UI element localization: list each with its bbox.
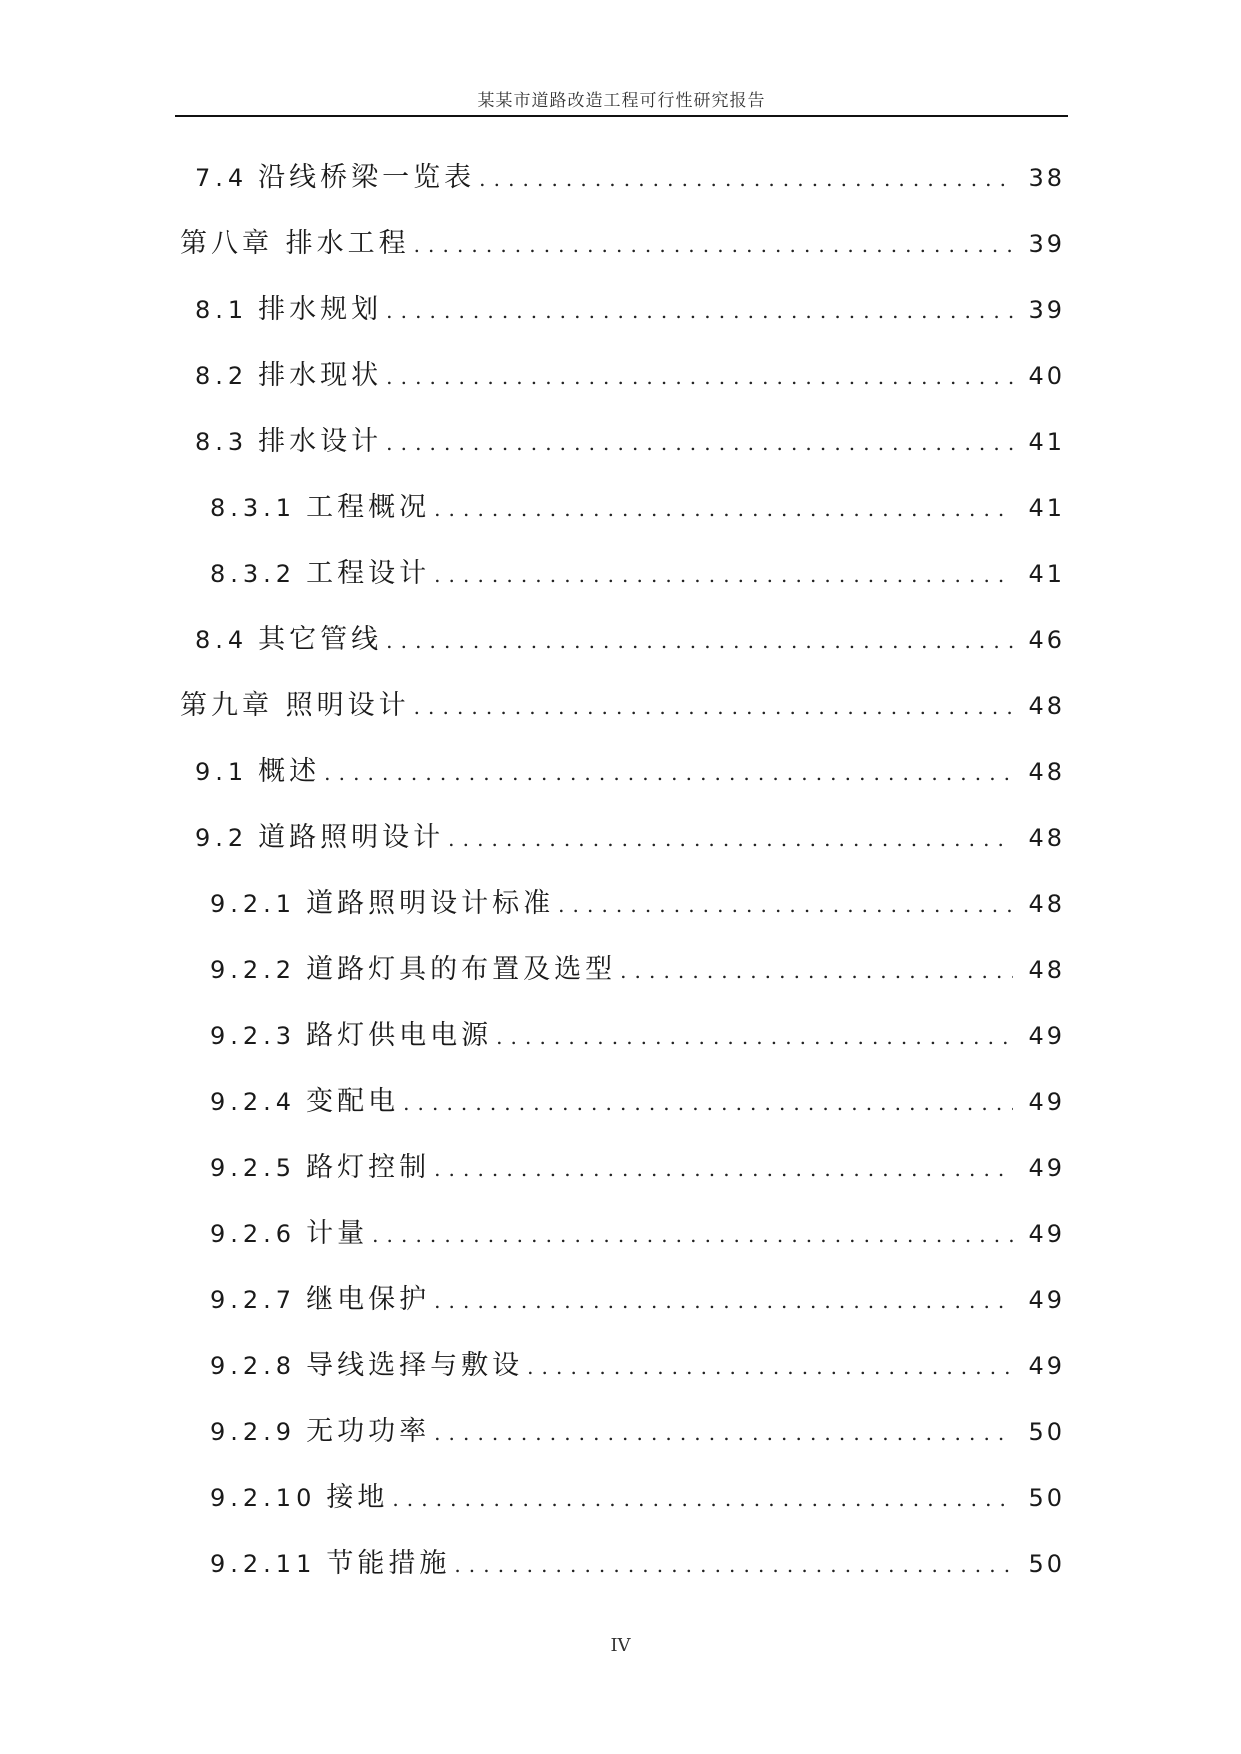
toc-entry-number: 8.2 <box>195 362 249 390</box>
toc-entry[interactable] <box>180 221 1065 287</box>
toc-entry-number: 9.2.4 <box>210 1088 297 1116</box>
toc-entry-page: 49 <box>1028 1286 1065 1314</box>
toc-dot-leader <box>324 761 1013 785</box>
toc-entry-title: 工程概况 <box>306 492 431 523</box>
toc-dot-leader <box>434 1421 1013 1445</box>
toc-entry[interactable] <box>180 1079 1065 1145</box>
toc-entry-number: 9.2.5 <box>210 1154 297 1182</box>
toc-entry-page: 49 <box>1028 1220 1065 1248</box>
toc-entry-page: 48 <box>1028 956 1065 984</box>
toc-entry[interactable] <box>180 947 1065 1013</box>
toc-entry-page: 41 <box>1028 560 1065 588</box>
header-divider <box>175 115 1068 117</box>
toc-dot-leader <box>434 563 1013 587</box>
toc-entry-number: 9.2.7 <box>210 1286 297 1314</box>
toc-entry-title: 道路灯具的布置及选型 <box>306 954 617 985</box>
toc-dot-leader <box>386 299 1013 323</box>
toc-entry-page: 38 <box>1028 164 1065 192</box>
toc-entry-number: 8.4 <box>195 626 249 654</box>
toc-entry-title: 导线选择与敷设 <box>306 1350 524 1381</box>
toc-entry-page: 48 <box>1028 824 1065 852</box>
toc-dot-leader <box>392 1487 1013 1511</box>
toc-entry[interactable] <box>180 1541 1065 1607</box>
toc-dot-leader <box>448 827 1013 851</box>
toc-entry-page: 50 <box>1028 1484 1065 1512</box>
toc-entry-number: 9.2.2 <box>210 956 297 984</box>
toc-entry[interactable] <box>180 353 1065 419</box>
toc-entry-title: 路灯控制 <box>306 1152 431 1183</box>
page-header-title: 某某市道路改造工程可行性研究报告 <box>477 91 766 111</box>
toc-entry-title: 排水设计 <box>258 426 383 457</box>
toc-entry-title: 排水现状 <box>258 360 383 391</box>
toc-entry-page: 49 <box>1028 1088 1065 1116</box>
toc-entry-page: 39 <box>1028 296 1065 324</box>
toc-dot-leader <box>454 1553 1013 1577</box>
toc-entry[interactable] <box>180 815 1065 881</box>
toc-entry-number: 9.2 <box>195 824 249 852</box>
toc-entry-page: 48 <box>1028 890 1065 918</box>
toc-entry[interactable] <box>180 1343 1065 1409</box>
toc-entry-number: 8.3 <box>195 428 249 456</box>
toc-dot-leader <box>496 1025 1013 1049</box>
toc-entry-title: 继电保护 <box>306 1284 431 1315</box>
toc-dot-leader <box>386 431 1013 455</box>
toc-entry[interactable] <box>180 683 1065 749</box>
toc-entry-page: 50 <box>1028 1550 1065 1578</box>
toc-entry-page: 41 <box>1028 494 1065 522</box>
toc-entry-number: 8.1 <box>195 296 249 324</box>
toc-entry-title: 概述 <box>258 756 321 787</box>
toc-entry-title: 工程设计 <box>306 558 431 589</box>
toc-entry[interactable] <box>180 155 1065 221</box>
table-of-contents <box>180 155 1065 1607</box>
toc-entry-title: 接地 <box>326 1482 389 1513</box>
toc-entry-number: 9.2.6 <box>210 1220 297 1248</box>
toc-dot-leader <box>558 893 1013 917</box>
page-number: IV <box>610 1635 631 1656</box>
toc-entry-title: 无功功率 <box>306 1416 431 1447</box>
toc-entry-number: 8.3.1 <box>210 494 297 522</box>
toc-entry-page: 49 <box>1028 1352 1065 1380</box>
toc-entry-page: 39 <box>1028 230 1065 258</box>
toc-entry-number: 9.2.10 <box>210 1484 317 1512</box>
toc-entry[interactable] <box>180 287 1065 353</box>
toc-entry-page: 49 <box>1028 1154 1065 1182</box>
toc-entry[interactable] <box>180 485 1065 551</box>
toc-dot-leader <box>434 1289 1013 1313</box>
toc-entry-page: 48 <box>1028 758 1065 786</box>
toc-entry-number: 9.2.1 <box>210 890 297 918</box>
toc-entry-page: 46 <box>1028 626 1065 654</box>
toc-dot-leader <box>386 365 1013 389</box>
toc-entry-number: 7.4 <box>195 164 249 192</box>
toc-entry[interactable] <box>180 617 1065 683</box>
toc-entry[interactable] <box>180 1211 1065 1277</box>
toc-entry-title: 其它管线 <box>258 624 383 655</box>
toc-entry[interactable] <box>180 1475 1065 1541</box>
toc-entry-title: 沿线桥梁一览表 <box>258 162 476 193</box>
toc-dot-leader <box>403 1091 1013 1115</box>
toc-entry-page: 40 <box>1028 362 1065 390</box>
toc-entry[interactable] <box>180 1409 1065 1475</box>
toc-entry-title: 道路照明设计 <box>258 822 445 853</box>
toc-entry-number: 9.2.8 <box>210 1352 297 1380</box>
toc-entry[interactable] <box>180 1145 1065 1211</box>
toc-entry-number: 9.2.11 <box>210 1550 317 1578</box>
toc-entry-title: 节能措施 <box>326 1548 451 1579</box>
toc-entry-title: 路灯供电电源 <box>306 1020 493 1051</box>
toc-entry-title: 第九章 照明设计 <box>180 690 410 721</box>
toc-dot-leader <box>414 695 1013 719</box>
toc-entry-title: 排水规划 <box>258 294 383 325</box>
toc-entry-title: 计量 <box>306 1218 369 1249</box>
toc-entry-title: 变配电 <box>306 1086 400 1117</box>
toc-entry[interactable] <box>180 1277 1065 1343</box>
toc-entry-page: 49 <box>1028 1022 1065 1050</box>
toc-entry[interactable] <box>180 881 1065 947</box>
toc-entry-number: 9.2.3 <box>210 1022 297 1050</box>
toc-entry-page: 41 <box>1028 428 1065 456</box>
toc-entry-number: 8.3.2 <box>210 560 297 588</box>
toc-dot-leader <box>372 1223 1013 1247</box>
toc-dot-leader <box>527 1355 1013 1379</box>
toc-entry-number: 9.2.9 <box>210 1418 297 1446</box>
toc-dot-leader <box>479 167 1013 191</box>
toc-dot-leader <box>434 1157 1013 1181</box>
toc-entry[interactable] <box>180 551 1065 617</box>
toc-entry-title: 第八章 排水工程 <box>180 228 410 259</box>
toc-dot-leader <box>434 497 1013 521</box>
toc-entry[interactable] <box>180 1013 1065 1079</box>
toc-entry[interactable] <box>180 749 1065 815</box>
toc-entry[interactable] <box>180 419 1065 485</box>
toc-entry-page: 50 <box>1028 1418 1065 1446</box>
toc-dot-leader <box>620 959 1013 983</box>
toc-entry-number: 9.1 <box>195 758 249 786</box>
toc-entry-page: 48 <box>1028 692 1065 720</box>
toc-dot-leader <box>414 233 1013 257</box>
toc-entry-title: 道路照明设计标准 <box>306 888 555 919</box>
toc-dot-leader <box>386 629 1013 653</box>
